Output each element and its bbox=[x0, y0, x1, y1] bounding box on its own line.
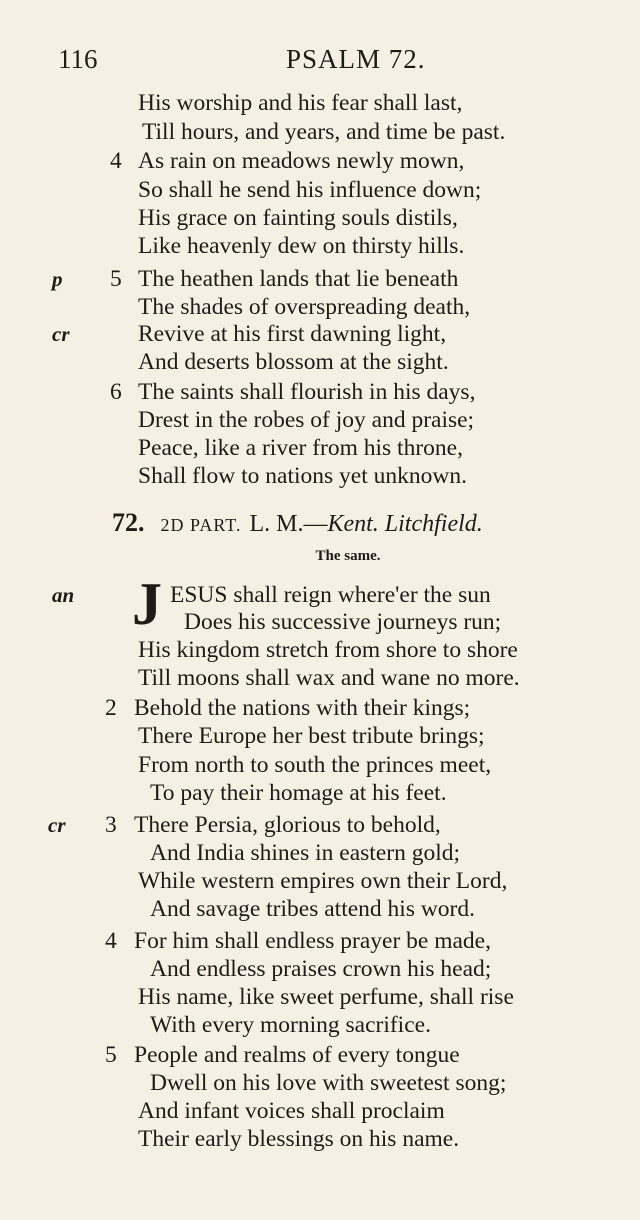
verse-line bbox=[0, 635, 640, 665]
verse-line bbox=[0, 894, 640, 924]
verse-line bbox=[0, 405, 640, 435]
verse-line bbox=[0, 1040, 640, 1070]
drop-cap: J bbox=[132, 571, 162, 637]
verse-text: There Europe her best tribute brings; bbox=[138, 723, 485, 749]
verse-text: Their early blessings on his name. bbox=[138, 1126, 460, 1152]
verse-text: Revive at his first dawning light, bbox=[138, 321, 447, 347]
verse-line bbox=[0, 580, 640, 610]
meter-label: L. M.— bbox=[249, 511, 328, 537]
verse-text: Till moons shall wax and wane no more. bbox=[138, 665, 520, 691]
stanza-number: 5 bbox=[105, 1042, 117, 1068]
verse-line bbox=[0, 347, 640, 377]
verse-line bbox=[0, 264, 640, 294]
verse-text: Drest in the robes of joy and praise; bbox=[138, 407, 475, 433]
verse-text: His kingdom stretch from shore to shore bbox=[138, 637, 518, 663]
verse-text: There Persia, glorious to behold, bbox=[134, 812, 441, 838]
verse-line bbox=[0, 1124, 640, 1154]
stanza-number: 3 bbox=[105, 812, 117, 838]
page-number: 116 bbox=[58, 44, 98, 74]
dynamic-mark: cr bbox=[48, 813, 66, 837]
verse-line bbox=[0, 146, 640, 176]
verse-text: Shall flow to nations yet unknown. bbox=[138, 463, 467, 489]
verse-text: From north to south the princes meet, bbox=[138, 752, 492, 778]
stanza-number: 5 bbox=[110, 266, 122, 292]
verse-text: People and realms of every tongue bbox=[134, 1042, 460, 1068]
verse-line bbox=[0, 778, 640, 808]
verse-text: His name, like sweet perfume, shall rise bbox=[138, 984, 514, 1010]
verse-line bbox=[0, 721, 640, 751]
verse-text: Dwell on his love with sweetest song; bbox=[150, 1070, 507, 1096]
stanza-number: 4 bbox=[105, 928, 117, 954]
verse-text: While western empires own their Lord, bbox=[138, 868, 508, 894]
stanza-number: 6 bbox=[110, 379, 122, 405]
verse-text: And infant voices shall proclaim bbox=[138, 1098, 445, 1124]
verse-text: To pay their homage at his feet. bbox=[150, 780, 447, 806]
verse-text: So shall he send his influence down; bbox=[138, 177, 482, 203]
verse-text: With every morning sacrifice. bbox=[150, 1012, 431, 1038]
verse-line bbox=[0, 292, 640, 322]
verse-text: And deserts blossom at the sight. bbox=[138, 349, 449, 375]
verse-line bbox=[0, 1010, 640, 1040]
verse-text: For him shall endless prayer be made, bbox=[134, 928, 491, 954]
stanza-number: 2 bbox=[105, 695, 117, 721]
verse-line bbox=[0, 88, 640, 118]
verse-text: The heathen lands that lie beneath bbox=[138, 266, 459, 292]
verse-line bbox=[0, 810, 640, 840]
verse-text: The shades of overspreading death, bbox=[138, 294, 471, 320]
verse-text: As rain on meadows newly mown, bbox=[138, 148, 465, 174]
dynamic-mark: cr bbox=[52, 322, 70, 346]
verse-text: His worship and his fear shall last, bbox=[138, 90, 463, 116]
stanza-number: 4 bbox=[110, 148, 122, 174]
verse-text: His grace on fainting souls distils, bbox=[138, 205, 458, 231]
verse-line bbox=[0, 1096, 640, 1126]
hymn-subtitle: The same. bbox=[315, 548, 381, 564]
verse-line bbox=[0, 117, 640, 147]
page-header bbox=[0, 44, 640, 84]
verse-line bbox=[0, 319, 640, 349]
hymn-number: 72. bbox=[112, 508, 145, 537]
verse-text: ESUS shall reign where'er the sun bbox=[170, 582, 491, 608]
verse-line bbox=[0, 433, 640, 463]
verse-line bbox=[0, 693, 640, 723]
tune-names: Kent. Litchfield. bbox=[327, 511, 483, 537]
verse-text: Like heavenly dew on thirsty hills. bbox=[138, 233, 465, 259]
verse-line bbox=[0, 461, 640, 491]
verse-line bbox=[0, 1068, 640, 1098]
verse-line bbox=[0, 203, 640, 233]
part-label: 2D PART. bbox=[160, 515, 242, 535]
verse-line bbox=[0, 926, 640, 956]
verse-text: Behold the nations with their kings; bbox=[134, 695, 471, 721]
running-title: PSALM 72. bbox=[286, 44, 426, 74]
verse-line bbox=[0, 982, 640, 1012]
verse-text: Peace, like a river from his throne, bbox=[138, 435, 463, 461]
verse-text: Does his successive journeys run; bbox=[184, 609, 502, 635]
verse-line bbox=[0, 838, 640, 868]
hymn-heading bbox=[112, 505, 483, 541]
verse-line bbox=[0, 866, 640, 896]
verse-line bbox=[0, 663, 640, 693]
verse-line bbox=[0, 607, 640, 637]
verse-line bbox=[0, 231, 640, 261]
verse-text: The saints shall flourish in his days, bbox=[138, 379, 476, 405]
verse-text: And endless praises crown his head; bbox=[150, 956, 492, 982]
verse-line bbox=[0, 954, 640, 984]
verse-text: And India shines in eastern gold; bbox=[150, 840, 461, 866]
verse-text: And savage tribes attend his word. bbox=[150, 896, 476, 922]
verse-text: Till hours, and years, and time be past. bbox=[142, 119, 506, 145]
dynamic-mark: an bbox=[52, 583, 75, 607]
verse-line bbox=[0, 377, 640, 407]
dynamic-mark: p bbox=[52, 267, 63, 291]
verse-line bbox=[0, 750, 640, 780]
verse-line bbox=[0, 175, 640, 205]
